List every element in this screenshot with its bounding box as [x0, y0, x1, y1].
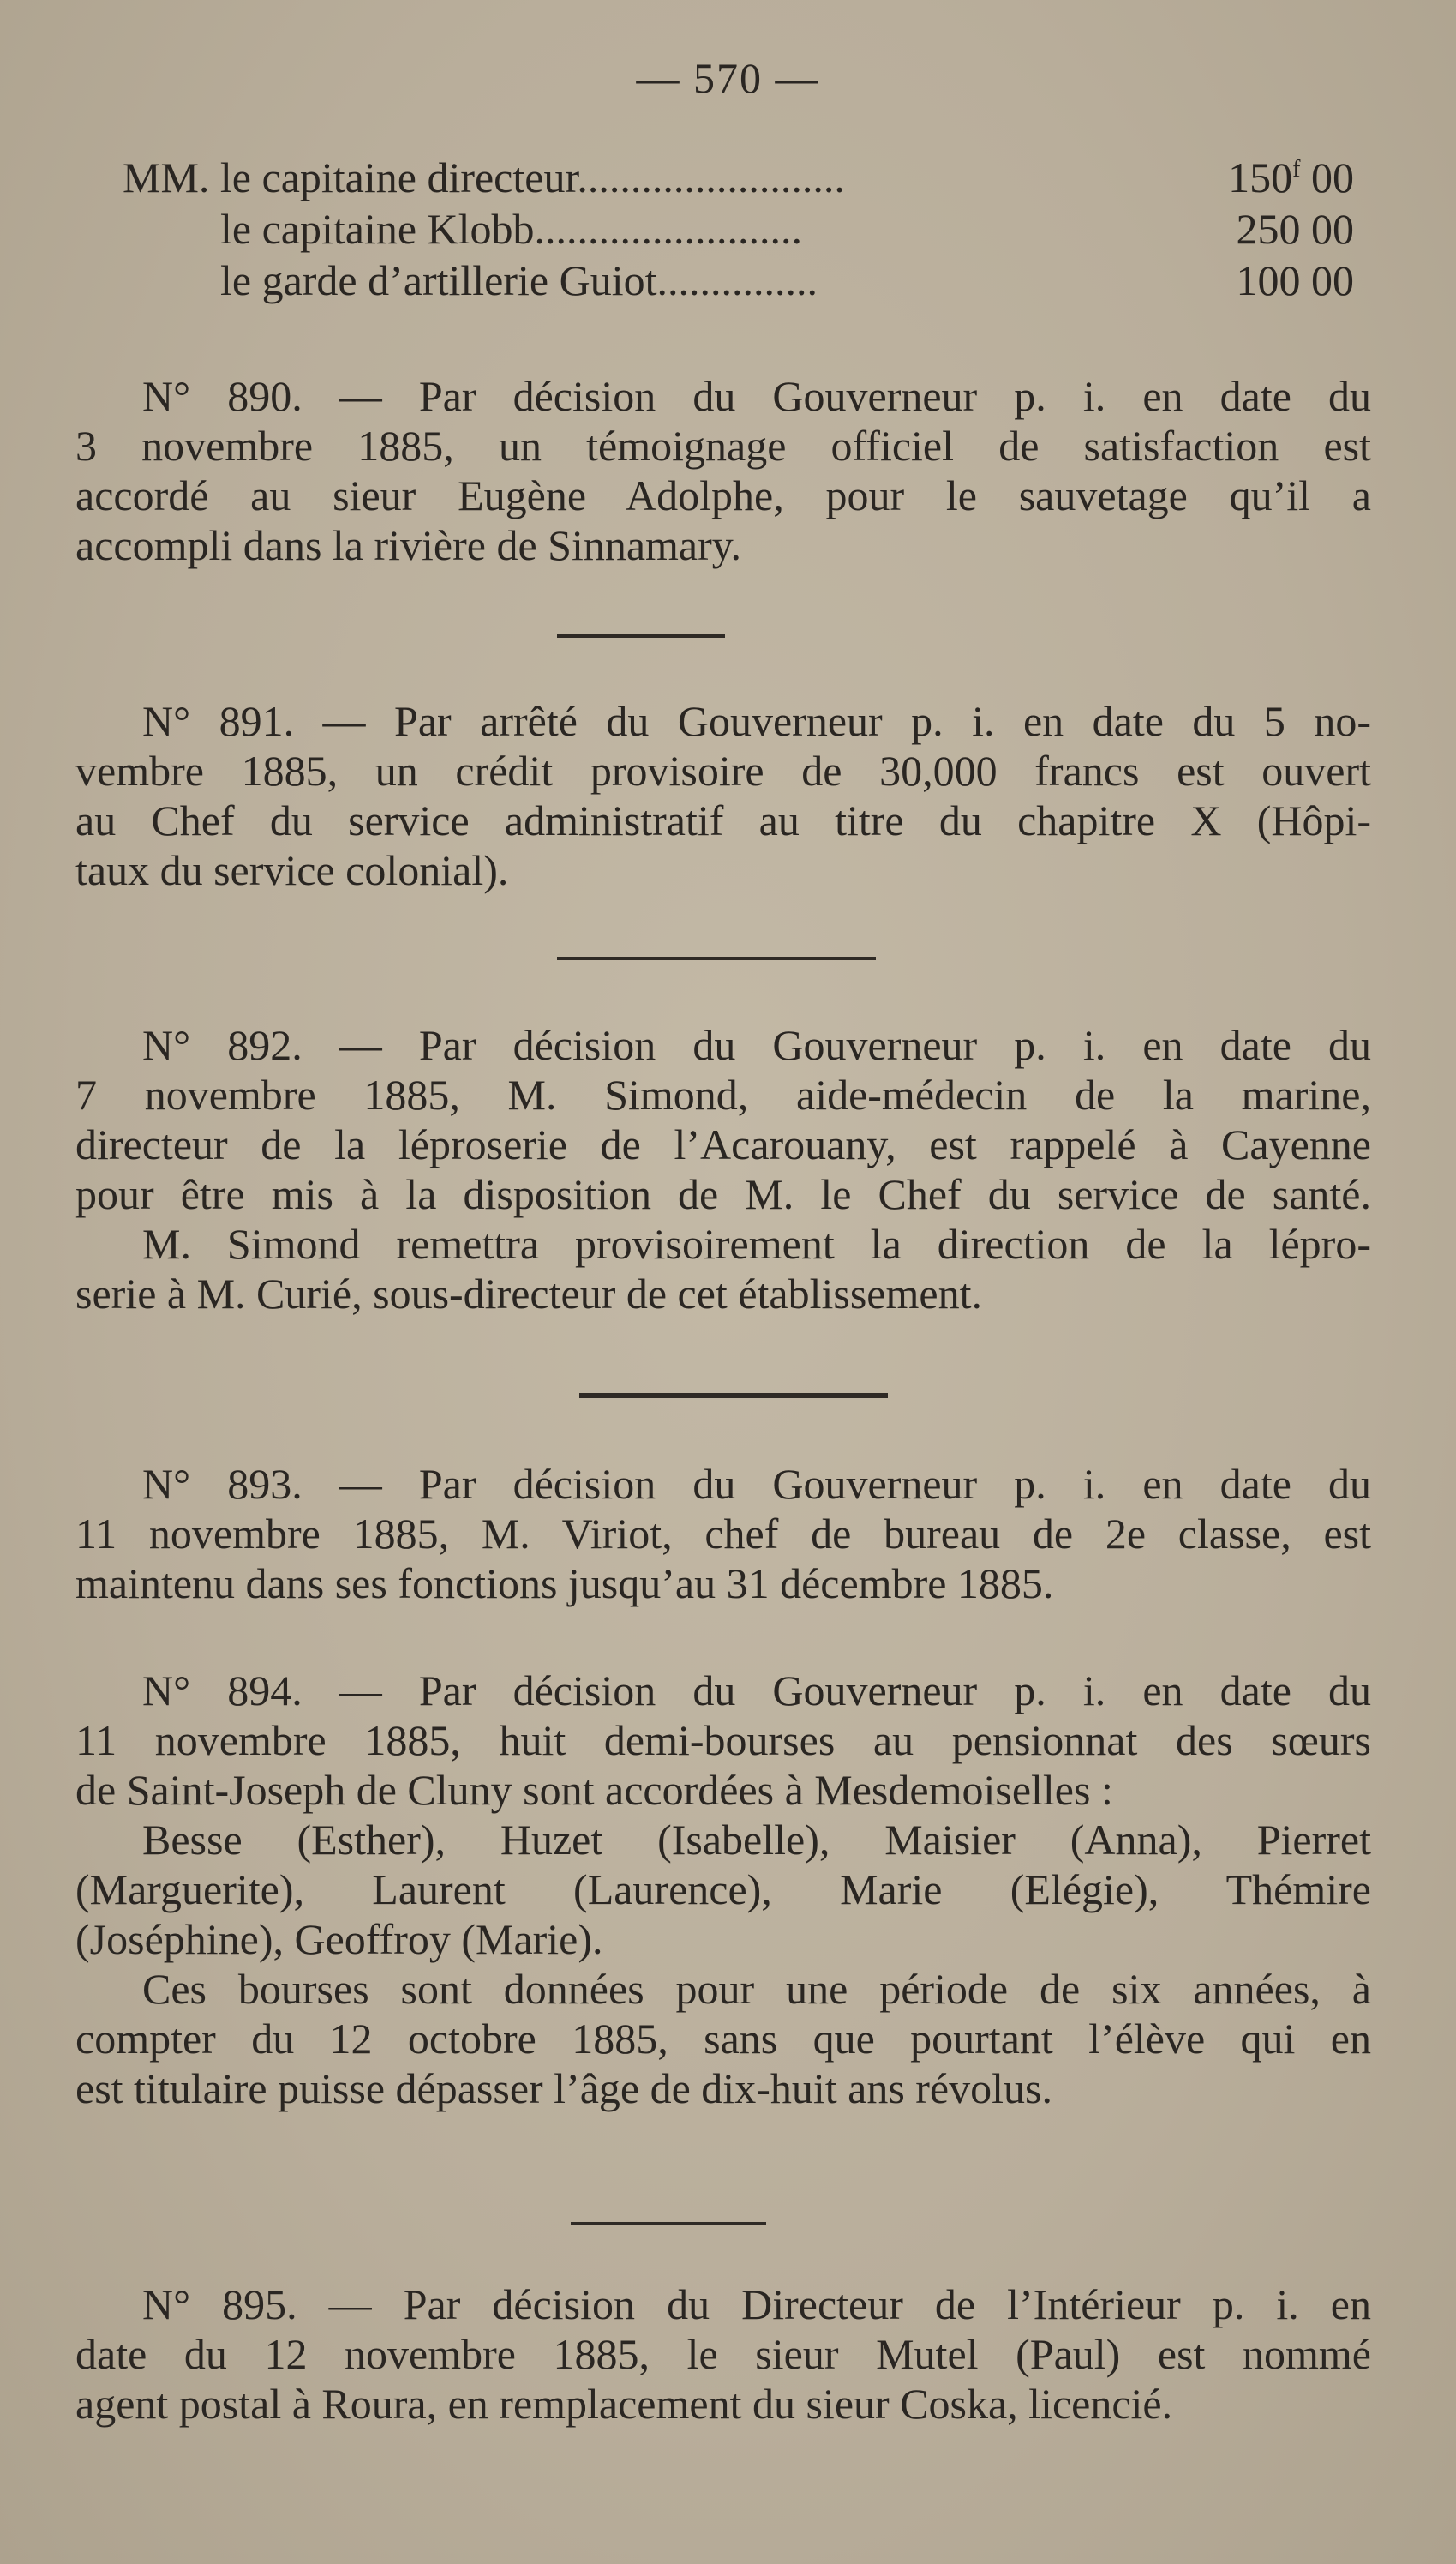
entry-893-line-1: N° 893. — Par décision du Gouverneur p. i. en date du: [142, 1460, 1371, 1508]
entry-892-line-1: N° 892. — Par décision du Gouverneur p. i. en date du: [142, 1021, 1371, 1069]
entry-892-line-4: pour être mis à la disposition de M. le Chef du service de santé.: [75, 1170, 1371, 1218]
entry-894-line-1: N° 894. — Par décision du Gouverneur p. i. en date du: [142, 1666, 1371, 1714]
entry-890-line-3: accordé au sieur Eugène Adolphe, pour le sauvetage qu’il a: [75, 471, 1371, 519]
entry-890-line-2: 3 novembre 1885, un témoignage officiel de satisfaction est: [75, 422, 1371, 470]
entry-893-line-2: 11 novembre 1885, M. Viriot, chef de bureau de 2e classe, est: [75, 1510, 1371, 1558]
payment-amount-1-value: 150: [1228, 153, 1293, 201]
entry-893: [75, 1459, 1371, 1608]
payment-amount-2: 250 00: [1236, 205, 1354, 253]
entry-894-line-3: de Saint-Joseph de Cluny sont accordées à Mesdemoiselles :: [75, 1766, 1113, 1814]
entry-891-line-3: au Chef du service administratif au titre du chapitre X (Hôpi-: [75, 796, 1371, 844]
entry-895: [75, 2279, 1371, 2429]
payment-amount-1-sup: f: [1292, 156, 1301, 183]
entry-891-line-4: taux du service colonial).: [75, 846, 509, 894]
entry-892-line-5: M. Simond remettra provisoirement la direction de la lépro-: [142, 1220, 1371, 1268]
payment-label-2: le capitaine Klobb.........................: [220, 205, 803, 253]
entry-891-line-2: vembre 1885, un crédit provisoire de 30,000 francs est ouvert: [75, 747, 1371, 795]
payment-label-3: le garde d’artillerie Guiot...............: [220, 256, 818, 304]
entry-890: [75, 371, 1371, 570]
entry-892-line-3: directeur de la léproserie de l’Acarouany, est rappelé à Cayenne: [75, 1120, 1371, 1168]
payment-label-1: MM. le capitaine directeur.........................: [123, 153, 845, 201]
entry-894-line-4: Besse (Esther), Huzet (Isabelle), Maisier (Anna), Pierret: [142, 1816, 1371, 1864]
payment-amount-3: 100 00: [1236, 256, 1354, 304]
payment-amount-1: [1183, 153, 1354, 202]
entry-892: [75, 1020, 1371, 1318]
entry-891: [75, 696, 1371, 895]
payment-amount-1-cents: 00: [1300, 153, 1354, 201]
entry-895-line-1: N° 895. — Par décision du Directeur de l’Intérieur p. i. en: [142, 2280, 1371, 2328]
entry-894-line-8: compter du 12 octobre 1885, sans que pourtant l’élève qui en: [75, 2015, 1371, 2063]
entry-895-line-2: date du 12 novembre 1885, le sieur Mutel (Paul) est nommé: [75, 2330, 1371, 2378]
page-number: — 570 —: [636, 54, 820, 102]
separator-3: [579, 1393, 888, 1398]
separator-4: [571, 2222, 766, 2225]
entry-894-line-2: 11 novembre 1885, huit demi-bourses au pensionnat des sœurs: [75, 1716, 1371, 1764]
entry-894-line-5: (Marguerite), Laurent (Laurence), Marie (Elégie), Thémire: [75, 1865, 1371, 1913]
entry-894: [75, 1666, 1371, 2113]
separator-1: [557, 634, 725, 638]
entry-892-line-2: 7 novembre 1885, M. Simond, aide-médecin de la marine,: [75, 1071, 1371, 1119]
separator-2: [557, 957, 876, 960]
entry-894-line-7: Ces bourses sont données pour une période de six années, à: [142, 1965, 1371, 2013]
entry-890-line-1: N° 890. — Par décision du Gouverneur p. i. en date du: [142, 372, 1371, 420]
entry-895-line-3: agent postal à Roura, en remplacement du sieur Coska, licencié.: [75, 2380, 1173, 2428]
entry-894-line-9: est titulaire puisse dépasser l’âge de dix-huit ans révolus.: [75, 2064, 1052, 2112]
entry-891-line-1: N° 891. — Par arrêté du Gouverneur p. i. en date du 5 no-: [142, 697, 1371, 745]
entry-892-line-6: serie à M. Curié, sous-directeur de cet établissement.: [75, 1270, 982, 1318]
entry-894-line-6: (Joséphine), Geoffroy (Marie).: [75, 1915, 603, 1963]
entry-890-line-4: accompli dans la rivière de Sinnamary.: [75, 521, 742, 569]
entry-893-line-3: maintenu dans ses fonctions jusqu’au 31 décembre 1885.: [75, 1559, 1054, 1607]
